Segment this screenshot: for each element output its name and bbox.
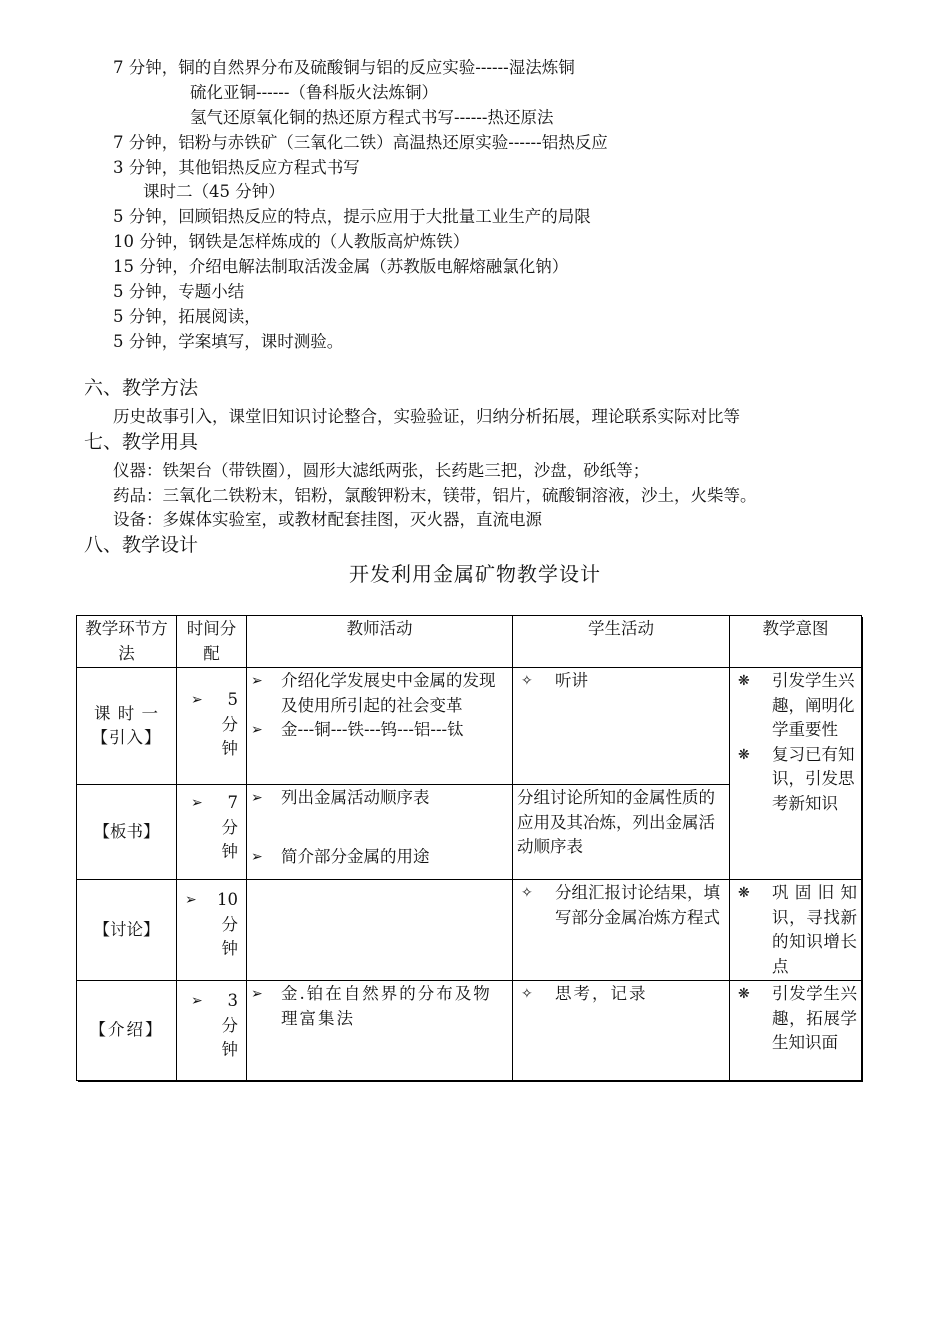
diamond-icon: ✧ (521, 986, 533, 1002)
time-cell (177, 880, 247, 981)
table-row (77, 981, 862, 1081)
intent-text: 引发学生兴趣，拓展学生知识面 (772, 984, 857, 1052)
time-unit: 分钟 (221, 914, 238, 958)
schedule-line: 3 分钟，其他铝热反应方程式书写 (113, 158, 360, 177)
schedule-line: 5 分钟，学案填写，课时测验。 (113, 332, 344, 351)
table-shadow-right (861, 617, 863, 1080)
diamond-icon: ✧ (521, 673, 533, 689)
methods-text: 历史故事引入，课堂旧知识讨论整合，实验验证，归纳分析拓展，理论联系实际对比等 (113, 407, 740, 426)
student-text: 思考，记录 (555, 984, 648, 1003)
header-time: 时间分配 (177, 616, 247, 668)
table-shadow-bottom (78, 1080, 863, 1082)
schedule-line: 7 分钟，铜的自然界分布及硫酸铜与铝的反应实验------湿法炼铜 (113, 58, 575, 77)
time-unit: 分钟 (221, 1015, 238, 1059)
intent-cell (730, 981, 862, 1081)
header-intent: 教学意图 (730, 616, 862, 668)
student-item (517, 669, 725, 694)
section-heading-methods: 六、教学方法 (84, 377, 199, 399)
table-title: 开发利用金属矿物教学设计 (349, 562, 601, 586)
teacher-cell (247, 880, 513, 981)
schedule-line: 5 分钟，回顾铝热反应的特点，提示应用于大批量工业生产的局限 (113, 207, 591, 226)
arrow-icon: ➢ (185, 892, 197, 908)
time-cell (177, 981, 247, 1081)
intent-text: 巩固旧知识，寻找新的知识增长点 (772, 883, 857, 976)
schedule-line: 硫化亚铜------（鲁科版火法炼铜） (190, 83, 438, 102)
reagents-text: 药品：三氧化二铁粉末，铝粉，氯酸钾粉末，镁带，铝片，硫酸铜溶液，沙土，火柴等。 (113, 486, 757, 505)
time-unit: 分钟 (221, 714, 238, 758)
time-value: 7 (227, 793, 238, 812)
arrow-icon: ➢ (251, 986, 263, 1002)
teacher-item (251, 845, 508, 870)
snowflake-icon: ❋ (738, 673, 750, 689)
header-student: 学生活动 (513, 616, 730, 668)
time-value: 3 (227, 991, 238, 1010)
student-item (517, 881, 725, 930)
intent-item (734, 669, 857, 743)
intent-item (734, 743, 857, 817)
table-header-row (77, 616, 862, 668)
stage-label: 【板书】 (93, 821, 160, 841)
stage-cell (77, 668, 177, 785)
arrow-icon: ➢ (251, 673, 263, 689)
arrow-icon: ➢ (251, 722, 263, 738)
header-stage: 教学环节方法 (77, 616, 177, 668)
stage-label: 【介绍】 (89, 1020, 164, 1040)
equipment-text: 设备：多媒体实验室，或教材配套挂图，灭火器，直流电源 (113, 510, 542, 529)
teacher-cell (247, 981, 513, 1081)
intent-text: 复习已有知识，引发思考新知识 (772, 744, 855, 813)
schedule-line: 5 分钟，拓展阅读， (113, 307, 261, 326)
teacher-text: 简介部分金属的用途 (281, 846, 430, 866)
stage-cell (77, 880, 177, 981)
schedule-line: 课时二（45 分钟） (143, 182, 285, 201)
intent-text: 引发学生兴趣，阐明化学重要性 (772, 671, 855, 739)
arrow-icon: ➢ (191, 993, 203, 1009)
intent-cell (730, 880, 862, 981)
arrow-icon: ➢ (251, 790, 263, 806)
arrow-icon: ➢ (251, 848, 263, 865)
snowflake-icon: ❋ (738, 746, 750, 763)
intent-item (734, 982, 857, 1056)
schedule-line: 10 分钟，钢铁是怎样炼成的（人教版高炉炼铁） (113, 232, 470, 251)
time-value: 5 (227, 690, 238, 709)
teacher-item (251, 718, 508, 743)
time-unit: 分钟 (221, 817, 238, 861)
teacher-text: 金.铂在自然界的分布及物理富集法 (281, 984, 492, 1028)
student-text: 分组汇报讨论结果，填写部分金属冶炼方程式 (555, 883, 720, 927)
schedule-line: 5 分钟，专题小结 (113, 282, 245, 301)
time-value: 10 (217, 890, 238, 909)
design-table (76, 615, 862, 1081)
diamond-icon: ✧ (521, 885, 533, 901)
student-cell (513, 785, 730, 880)
snowflake-icon: ❋ (738, 986, 750, 1002)
student-item (517, 982, 725, 1007)
teacher-text: 列出金属活动顺序表 (281, 788, 430, 807)
intent-cell (730, 668, 862, 880)
teacher-cell (247, 785, 513, 880)
student-text: 分组讨论所知的金属性质的应用及其冶炼，列出金属活动顺序表 (517, 788, 715, 856)
intent-item (734, 881, 857, 979)
teacher-item (251, 786, 508, 811)
student-cell (513, 668, 730, 785)
schedule-line: 氢气还原氧化铜的热还原方程式书写------热还原法 (190, 108, 554, 127)
teacher-text: 金---铜---铁---钨---铝---钛 (281, 720, 464, 739)
snowflake-icon: ❋ (738, 885, 750, 901)
time-cell (177, 668, 247, 785)
teacher-cell (247, 668, 513, 785)
section-heading-design: 八、教学设计 (84, 534, 199, 556)
student-cell (513, 880, 730, 981)
stage-cell (77, 981, 177, 1081)
teacher-item (251, 982, 508, 1031)
arrow-icon: ➢ (191, 795, 203, 811)
table-row (77, 880, 862, 981)
stage-label: 课 时 一【引入】 (91, 703, 162, 747)
table-row (77, 668, 862, 785)
schedule-line: 7 分钟，铝粉与赤铁矿（三氧化二铁）高温热还原实验------铝热反应 (113, 133, 608, 152)
stage-label: 【讨论】 (93, 919, 160, 939)
teacher-item (251, 669, 508, 718)
student-cell (513, 981, 730, 1081)
section-heading-tools: 七、教学用具 (84, 431, 199, 453)
arrow-icon: ➢ (191, 692, 203, 708)
time-cell (177, 785, 247, 880)
instruments-text: 仪器：铁架台（带铁圈），圆形大滤纸两张，长药匙三把，沙盘，砂纸等； (113, 461, 650, 480)
header-teacher: 教师活动 (247, 616, 513, 668)
schedule-line: 15 分钟，介绍电解法制取活泼金属（苏教版电解熔融氯化钠） (113, 257, 569, 276)
student-text: 听讲 (555, 671, 588, 690)
stage-cell (77, 785, 177, 880)
teacher-text: 介绍化学发展史中金属的发现及使用所引起的社会变革 (281, 671, 496, 715)
